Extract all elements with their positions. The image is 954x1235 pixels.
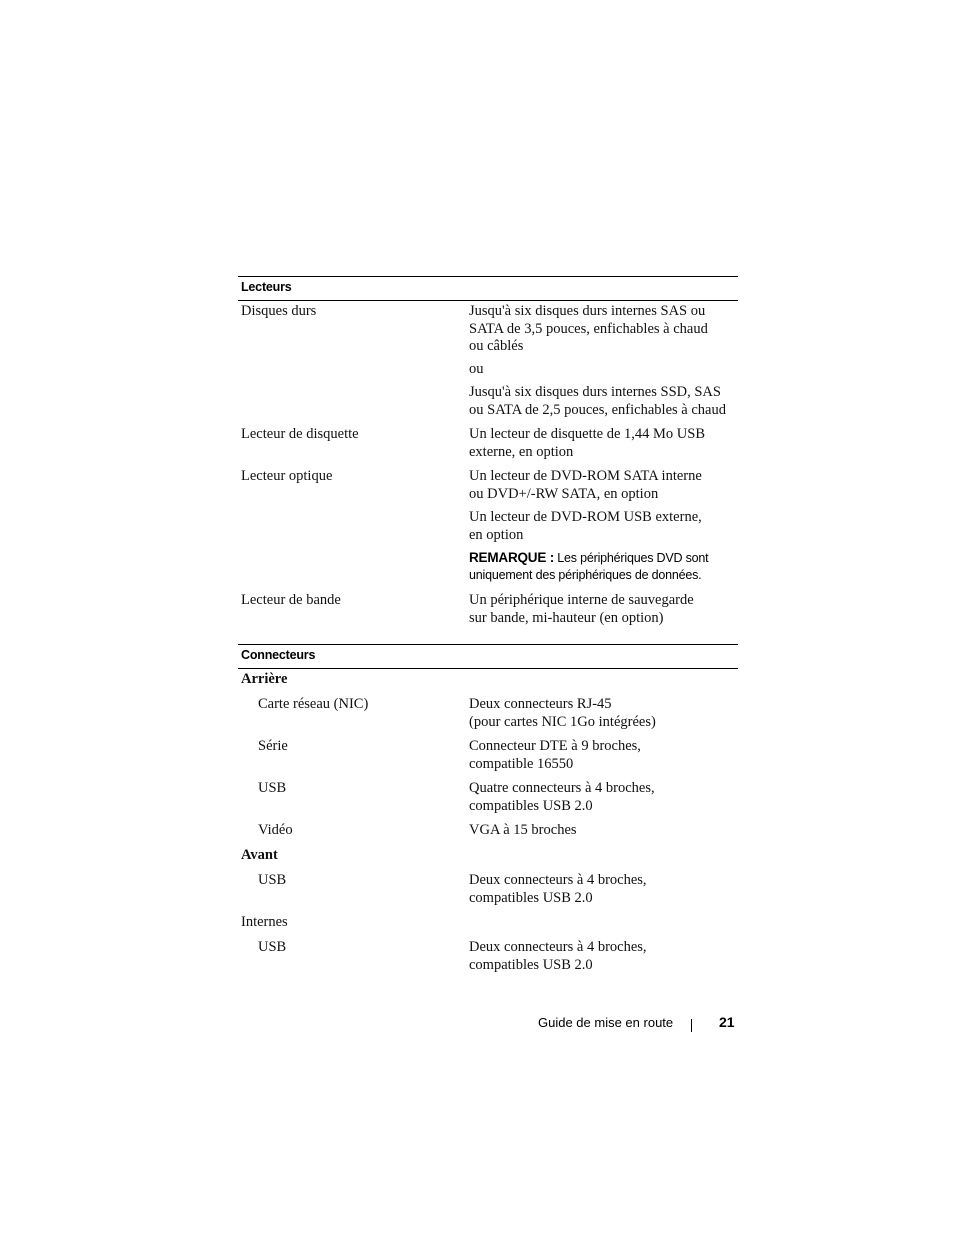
floppy-label: Lecteur de disquette xyxy=(241,426,359,442)
connectors-section-header xyxy=(238,644,738,669)
connectors-heading: Connecteurs xyxy=(241,648,316,662)
rear-label: Arrière xyxy=(241,671,288,687)
hdd-label: Disques durs xyxy=(241,303,317,319)
nic-label: Carte réseau (NIC) xyxy=(258,696,369,712)
floppy-value: Un lecteur de disquette de 1,44 Mo USB externe, en option xyxy=(469,426,705,460)
front-usb-label: USB xyxy=(258,872,287,888)
nic-value: Deux connecteurs RJ-45 (pour cartes NIC 1Go intégrées) xyxy=(469,696,656,730)
front-label: Avant xyxy=(241,847,278,863)
page-number: 21 xyxy=(719,1014,735,1030)
note-label: REMARQUE : xyxy=(469,550,554,565)
hdd-value-2: Jusqu'à six disques durs internes SSD, SAS ou SATA de 2,5 pouces, enfichables à chaud xyxy=(469,384,726,418)
hdd-or: ou xyxy=(469,361,484,377)
note-text-1: Les périphériques DVD sont xyxy=(554,551,709,565)
optical-value-2: Un lecteur de DVD-ROM USB externe, en option xyxy=(469,509,702,543)
footer-guide-title: Guide de mise en route xyxy=(538,1015,674,1030)
internal-usb-label: USB xyxy=(258,939,287,955)
video-value: VGA à 15 broches xyxy=(469,822,577,838)
optical-value-1: Un lecteur de DVD-ROM SATA interne ou DVD+/-RW SATA, en option xyxy=(469,468,702,502)
serial-value: Connecteur DTE à 9 broches, compatible 16550 xyxy=(469,738,641,772)
drives-heading: Lecteurs xyxy=(241,280,292,294)
hdd-value-1: Jusqu'à six disques durs internes SAS ou SATA de 3,5 pouces, enfichables à chaud ou câblés xyxy=(469,303,708,354)
tape-label: Lecteur de bande xyxy=(241,592,341,608)
internal-usb-value: Deux connecteurs à 4 broches, compatibles USB 2.0 xyxy=(469,939,647,973)
optical-label: Lecteur optique xyxy=(241,468,333,484)
internal-label: Internes xyxy=(241,914,288,930)
rear-usb-label: USB xyxy=(258,780,287,796)
video-label: Vidéo xyxy=(258,822,293,838)
tape-value: Un périphérique interne de sauvegarde sur bande, mi-hauteur (en option) xyxy=(469,592,694,626)
footer-separator xyxy=(691,1019,692,1032)
optical-note xyxy=(469,549,708,568)
rear-usb-value: Quatre connecteurs à 4 broches, compatibles USB 2.0 xyxy=(469,780,655,814)
drives-section-header xyxy=(238,276,738,301)
front-usb-value: Deux connecteurs à 4 broches, compatibles USB 2.0 xyxy=(469,872,647,906)
optical-note-line-2: uniquement des périphériques de données. xyxy=(469,568,702,582)
serial-label: Série xyxy=(258,738,288,754)
